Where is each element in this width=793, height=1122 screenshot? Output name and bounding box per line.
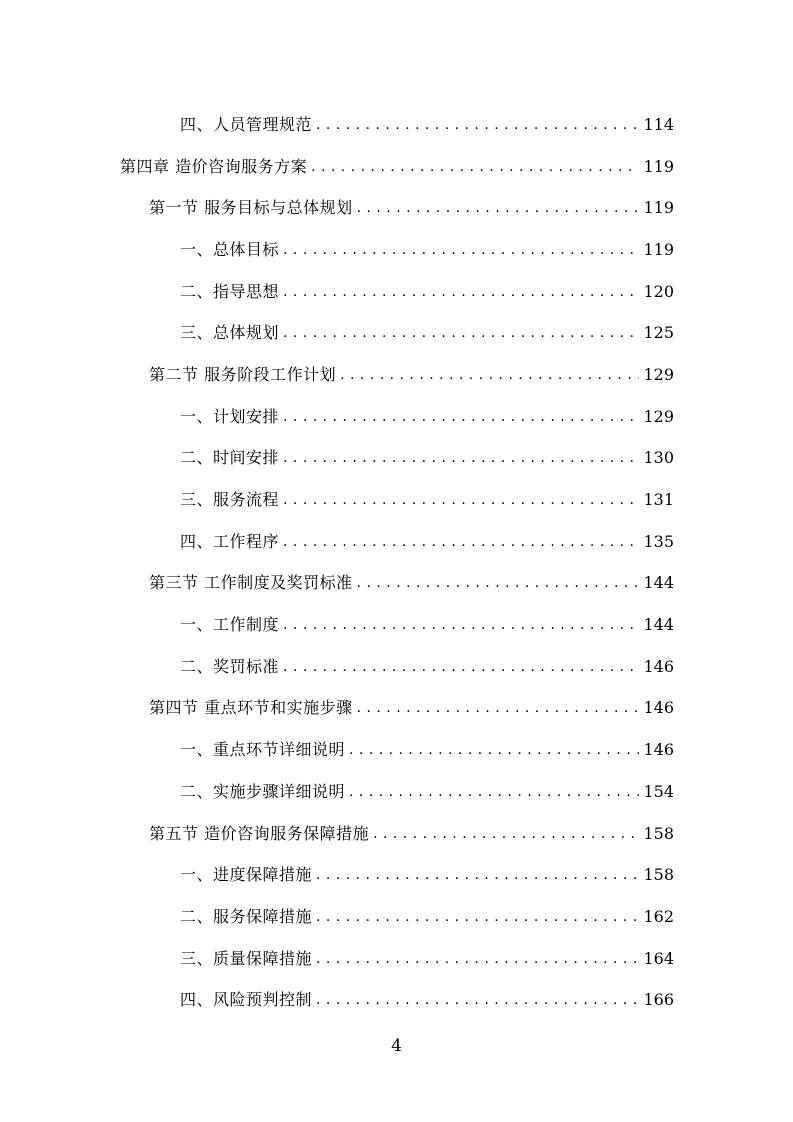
- toc-entry-page: 119: [643, 239, 674, 259]
- toc-entry-title: 二、实施步骤详细说明: [180, 781, 346, 801]
- toc-dot-leader: [357, 696, 640, 720]
- toc-entry-page: 129: [643, 364, 674, 384]
- toc-entry-title: 第三节 工作制度及奖罚标准: [149, 573, 353, 593]
- toc-entry-title: 第四章 造价咨询服务方案: [120, 156, 308, 176]
- toc-entry-page: 162: [643, 906, 674, 926]
- toc-dot-leader: [316, 947, 639, 971]
- toc-entry-page: 154: [643, 781, 674, 801]
- toc-entry-title: 三、质量保障措施: [180, 948, 313, 968]
- toc-dot-leader: [316, 863, 639, 887]
- toc-entry-title: 第五节 造价咨询服务保障措施: [149, 823, 370, 843]
- toc-dot-leader: [349, 780, 639, 804]
- toc-entry[interactable]: [0, 521, 793, 563]
- toc-dot-leader: [357, 571, 640, 595]
- toc-entry-page: 120: [643, 281, 674, 301]
- toc-entry-page: 119: [643, 156, 674, 176]
- toc-dot-leader: [283, 280, 639, 304]
- toc-entry[interactable]: [0, 813, 793, 855]
- toc-dot-leader: [283, 488, 639, 512]
- toc-entry[interactable]: [0, 146, 793, 188]
- toc-dot-leader: [373, 822, 639, 846]
- toc-entry-title: 二、指导思想: [180, 281, 280, 301]
- toc-dot-leader: [357, 196, 640, 220]
- toc-entry-title: 一、进度保障措施: [180, 865, 313, 885]
- toc-entry-page: 158: [643, 823, 674, 843]
- toc-entry[interactable]: [0, 563, 793, 605]
- toc-entry[interactable]: [0, 479, 793, 521]
- toc-entry-title: 第二节 服务阶段工作计划: [149, 364, 337, 384]
- toc-entry-title: 第四节 重点环节和实施步骤: [149, 698, 353, 718]
- toc-dot-leader: [311, 155, 639, 179]
- toc-dot-leader: [340, 363, 639, 387]
- toc-dot-leader: [283, 530, 639, 554]
- toc-entry-page: 135: [643, 531, 674, 551]
- toc-entry[interactable]: [0, 979, 793, 1021]
- toc-entry-title: 二、时间安排: [180, 448, 280, 468]
- toc-dot-leader: [316, 113, 639, 137]
- toc-entry[interactable]: [0, 729, 793, 771]
- toc-entry-page: 146: [643, 698, 674, 718]
- toc-dot-leader: [283, 613, 639, 637]
- toc-entry-title: 第一节 服务目标与总体规划: [149, 198, 353, 218]
- toc-dot-leader: [283, 446, 639, 470]
- toc-entry[interactable]: [0, 771, 793, 813]
- toc-entry-page: 144: [643, 573, 674, 593]
- toc-entry-title: 一、重点环节详细说明: [180, 740, 346, 760]
- toc-entry-title: 四、人员管理规范: [180, 114, 313, 134]
- toc-entry-title: 二、奖罚标准: [180, 656, 280, 676]
- toc-entry[interactable]: [0, 396, 793, 438]
- toc-entry-title: 一、总体目标: [180, 239, 280, 259]
- toc-entry-page: 125: [643, 323, 674, 343]
- toc-entry[interactable]: [0, 104, 793, 146]
- toc-entry[interactable]: [0, 271, 793, 313]
- toc-dot-leader: [316, 988, 639, 1012]
- toc-dot-leader: [349, 738, 639, 762]
- toc-entry[interactable]: [0, 938, 793, 980]
- toc-dot-leader: [283, 655, 639, 679]
- toc-entry[interactable]: [0, 438, 793, 480]
- toc-entry-page: 144: [643, 615, 674, 635]
- toc-entry[interactable]: [0, 688, 793, 730]
- toc-dot-leader: [316, 905, 639, 929]
- toc-entry-page: 119: [643, 198, 674, 218]
- toc-entry[interactable]: [0, 312, 793, 354]
- toc-entry-title: 一、工作制度: [180, 615, 280, 635]
- toc-entry-page: 164: [643, 948, 674, 968]
- toc-entry[interactable]: [0, 354, 793, 396]
- toc-entry-page: 130: [643, 448, 674, 468]
- toc-dot-leader: [283, 405, 639, 429]
- toc-entry-page: 129: [643, 406, 674, 426]
- toc-dot-leader: [283, 321, 639, 345]
- toc-entry[interactable]: [0, 229, 793, 271]
- toc-entry[interactable]: [0, 187, 793, 229]
- table-of-contents: [0, 104, 793, 1021]
- toc-entry-title: 二、服务保障措施: [180, 906, 313, 926]
- toc-entry-title: 三、服务流程: [180, 490, 280, 510]
- toc-entry-title: 三、总体规划: [180, 323, 280, 343]
- toc-entry-page: 146: [643, 740, 674, 760]
- toc-dot-leader: [283, 238, 639, 262]
- toc-entry-page: 131: [643, 490, 674, 510]
- toc-entry[interactable]: [0, 646, 793, 688]
- toc-entry-title: 一、计划安排: [180, 406, 280, 426]
- toc-entry-title: 四、风险预判控制: [180, 990, 313, 1010]
- toc-entry[interactable]: [0, 896, 793, 938]
- toc-entry-page: 166: [643, 990, 674, 1010]
- toc-entry-title: 四、工作程序: [180, 531, 280, 551]
- toc-entry-page: 146: [643, 656, 674, 676]
- page-number: 4: [391, 1036, 402, 1056]
- toc-entry-page: 158: [643, 865, 674, 885]
- toc-entry[interactable]: [0, 854, 793, 896]
- toc-entry-page: 114: [643, 114, 674, 134]
- toc-entry[interactable]: [0, 604, 793, 646]
